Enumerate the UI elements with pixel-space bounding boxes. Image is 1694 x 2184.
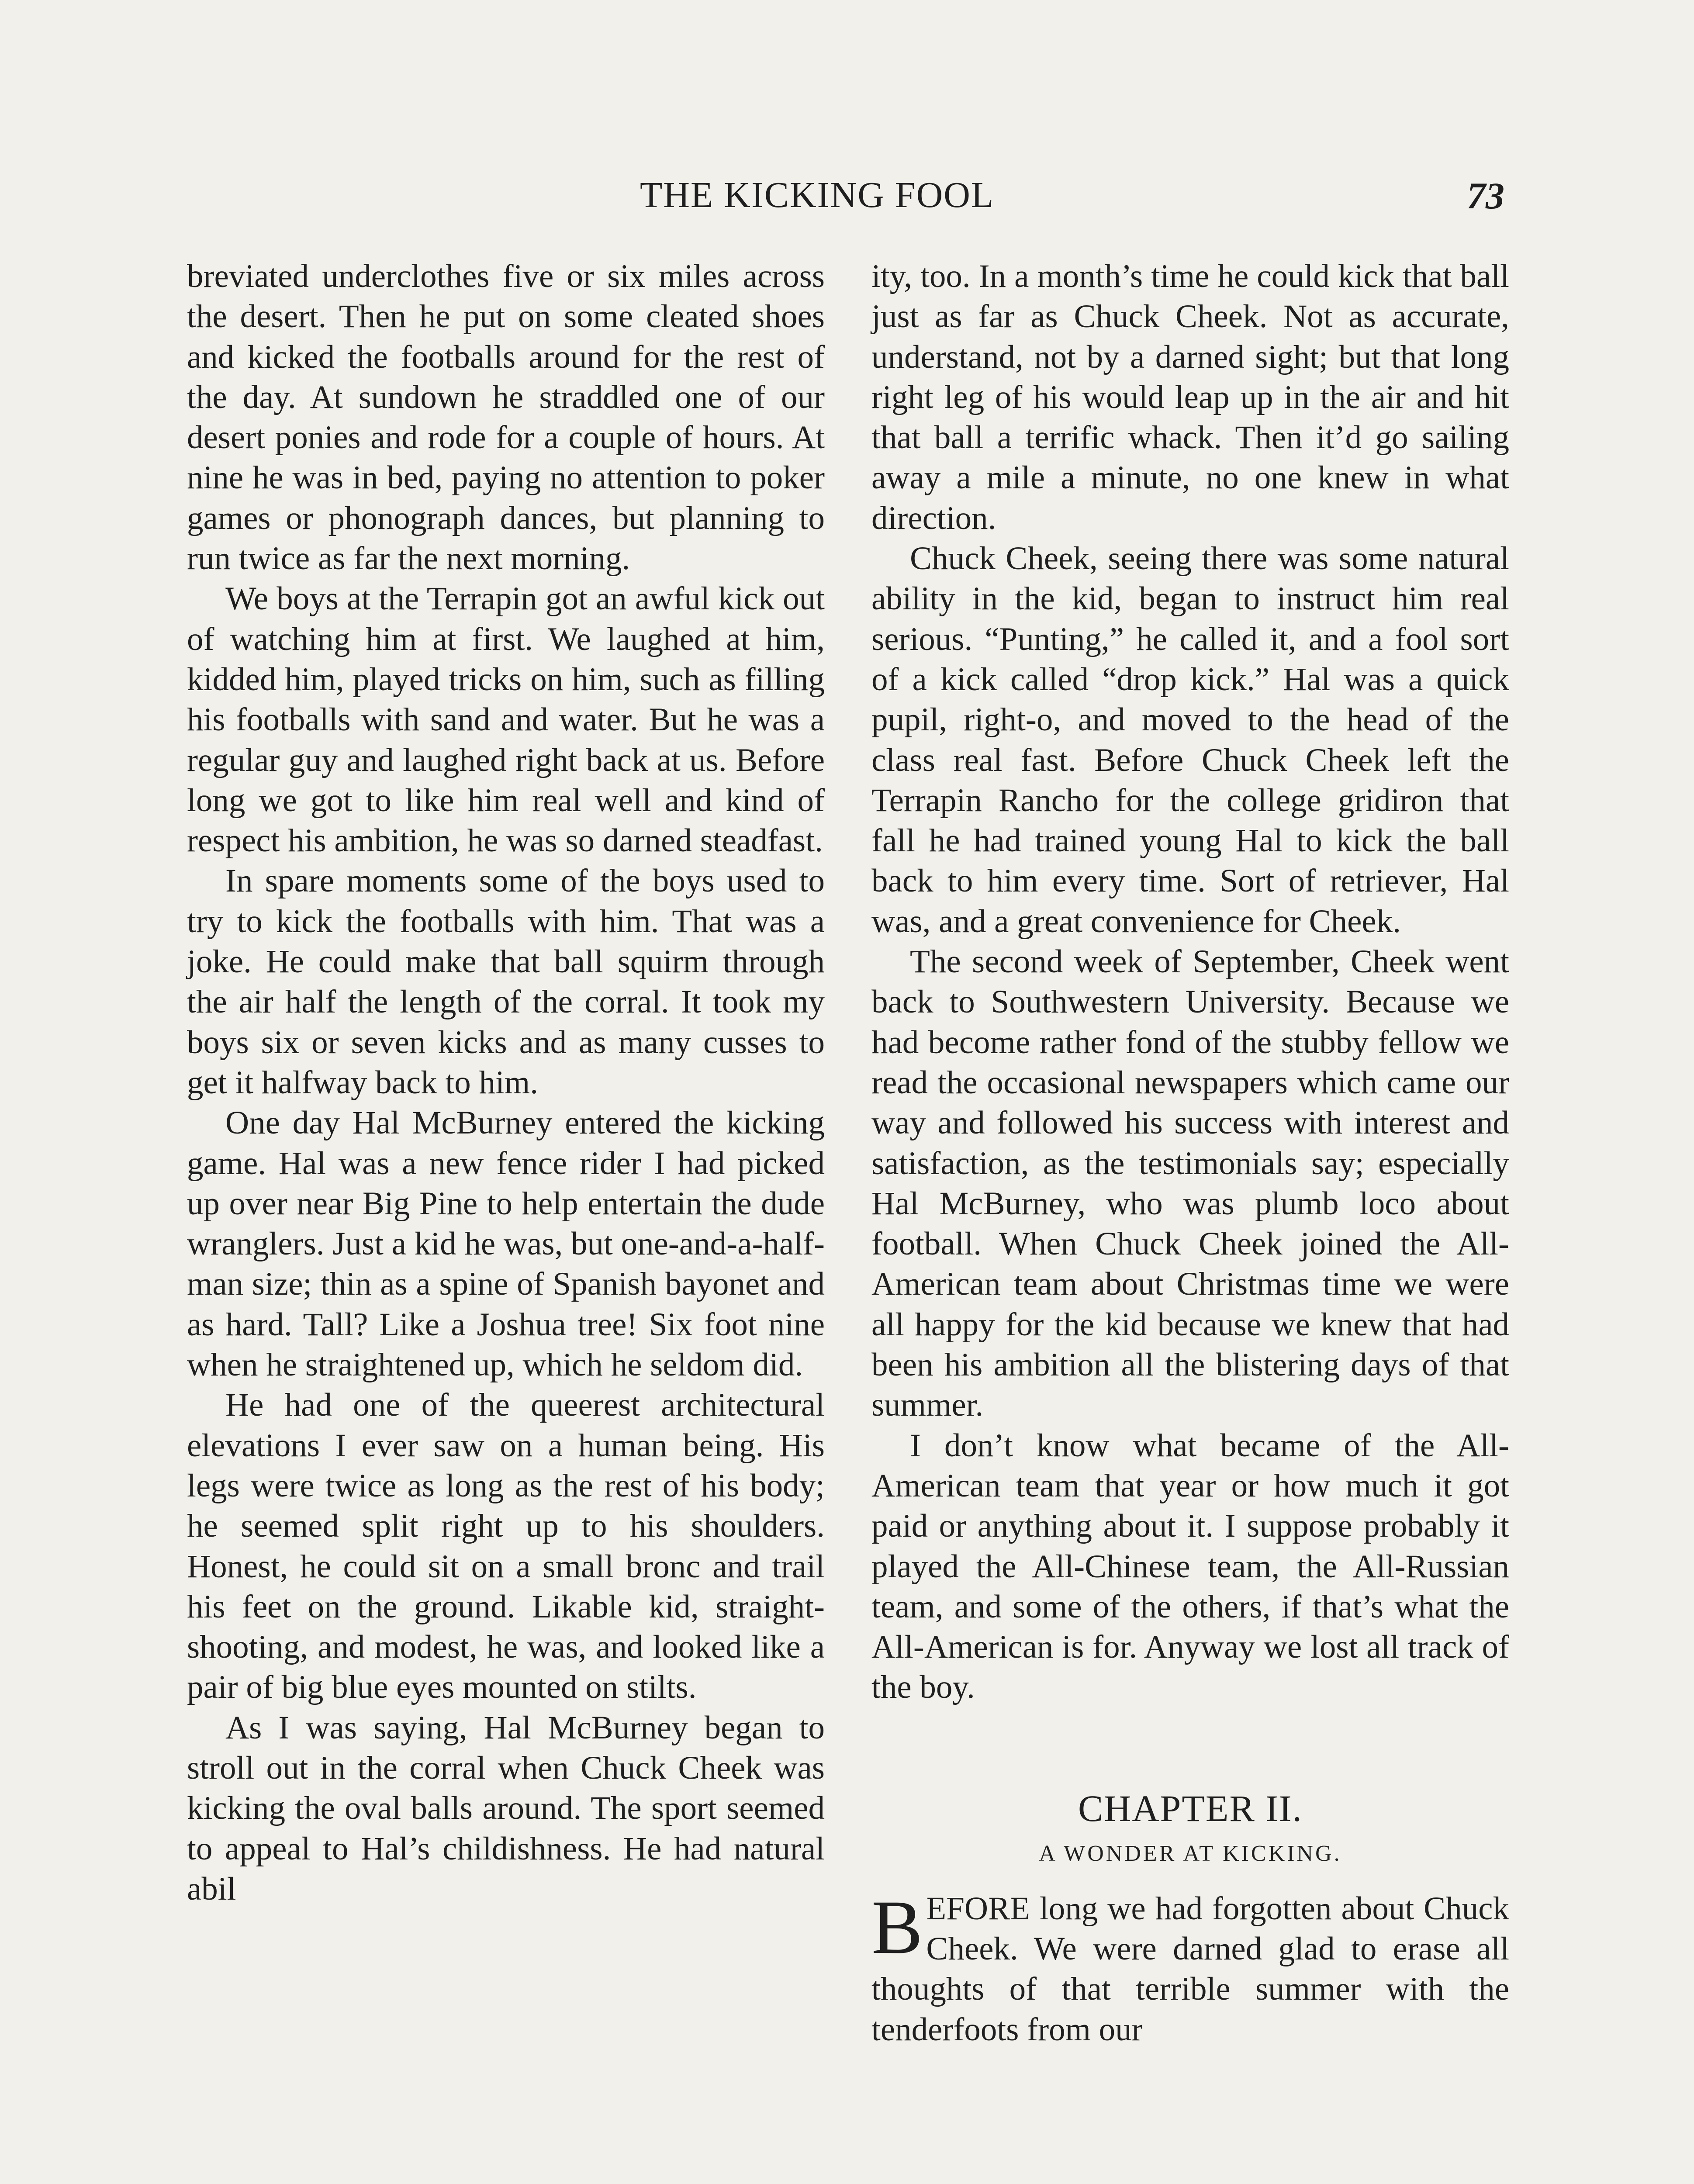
paragraph: Chuck Cheek, seeing there was some natural ability in the kid, began to instruct him real serious. “Punting,” he called it, and a fool sort of a kick called “drop kick.” Hal was a quick pupil, right-o, and moved to the head of the class real fast. Before Chuck Cheek left the Terrapin Rancho for the college gridiron that fall he had trained young Hal to kick the ball back to him every time. Sort of retriever, Hal was, and a great convenience for Cheek. [871, 540, 1509, 940]
right-column [871, 256, 1509, 2050]
paragraph: As I was saying, Hal McBurney began to stroll out in the corral when Chuck Cheek was kicking the oval balls around. The sport seemed to appeal to Hal’s childishness. He had natural abil [187, 1709, 825, 1907]
paragraph: breviated underclothes five or six miles across the desert. Then he put on some cleated shoes and kicked the footballs around for the rest of the day. At sundown he straddled one of our desert ponies and rode for a couple of hours. At nine he was in bed, paying no attention to poker games or phonograph dances, but planning to run twice as far the next morning. [187, 258, 825, 577]
running-title: THE KICKING FOOL [640, 175, 995, 215]
chapter-subtitle: A WONDER AT KICKING. [1039, 1841, 1342, 1866]
paragraph: He had one of the queerest architectural elevations I ever saw on a human being. His legs were twice as long as the rest of his body; he seemed split right up to his shoulders. Honest, he could sit on a small bronc and trail his feet on the ground. Likable kid, straight-shooting, and modest, he was, and looked like a pair of big blue eyes mounted on stilts. [187, 1387, 825, 1706]
left-column [187, 256, 825, 1909]
paragraph: In spare moments some of the boys used to try to kick the footballs with him. That was a joke. He could make that ball squirm through the air half the length of the corral. It took my boys six or seven kicks and as many cusses to get it halfway back to him. [187, 863, 825, 1101]
chapter-opening-text: EFORE long we had forgotten about Chuck Cheek. We were darned glad to erase all thoughts of that terrible summer with the tenderfoots from our [871, 1890, 1509, 2048]
chapter-opening-paragraph [871, 1884, 1509, 2050]
paragraph: The second week of September, Cheek went back to Southwestern University. Because we had become rather fond of the stubby fellow we read the occasional newspapers which came our way and followed his success with interest and satisfaction, as the testimonials say; especially Hal McBurney, who was plumb loco about football. When Chuck Cheek joined the All-American team about Christmas time we were all happy for the kid because we knew that had been his ambition all the blistering days of that summer. [871, 943, 1509, 1424]
drop-cap: B [871, 1884, 923, 1970]
paragraph: ity, too. In a month’s time he could kick that ball just as far as Chuck Cheek. Not as accurate, understand, not by a darned sight; but that long right leg of his would leap up in the air and hit that ball a terrific whack. Then it’d go sailing away a mile a minute, no one knew in what direction. [871, 258, 1509, 536]
paragraph: One day Hal McBurney entered the kicking game. Hal was a new fence rider I had picked up over near Big Pine to help entertain the dude wranglers. Just a kid he was, but one-and-a-half-man size; thin as a spine of Spanish bayonet and as hard. Tall? Like a Joshua tree! Six foot nine when he straightened up, which he seldom did. [187, 1105, 825, 1383]
page-number: 73 [1467, 175, 1504, 217]
paragraph: We boys at the Terrapin got an awful kick out of watching him at first. We laughed at him, kidded him, played tricks on him, such as filling his footballs with sand and water. But he was a regular guy and laughed right back at us. Before long we got to like him real well and kind of respect his ambition, he was so darned steadfast. [187, 581, 825, 859]
chapter-heading: CHAPTER II. [1078, 1787, 1303, 1829]
paragraph: I don’t know what became of the All-American team that year or how much it got paid or anything about it. I suppose probably it played the All-Chinese team, the All-Russian team, and some of the others, if that’s what the All-American is for. Anyway we lost all track of the boy. [871, 1427, 1509, 1706]
